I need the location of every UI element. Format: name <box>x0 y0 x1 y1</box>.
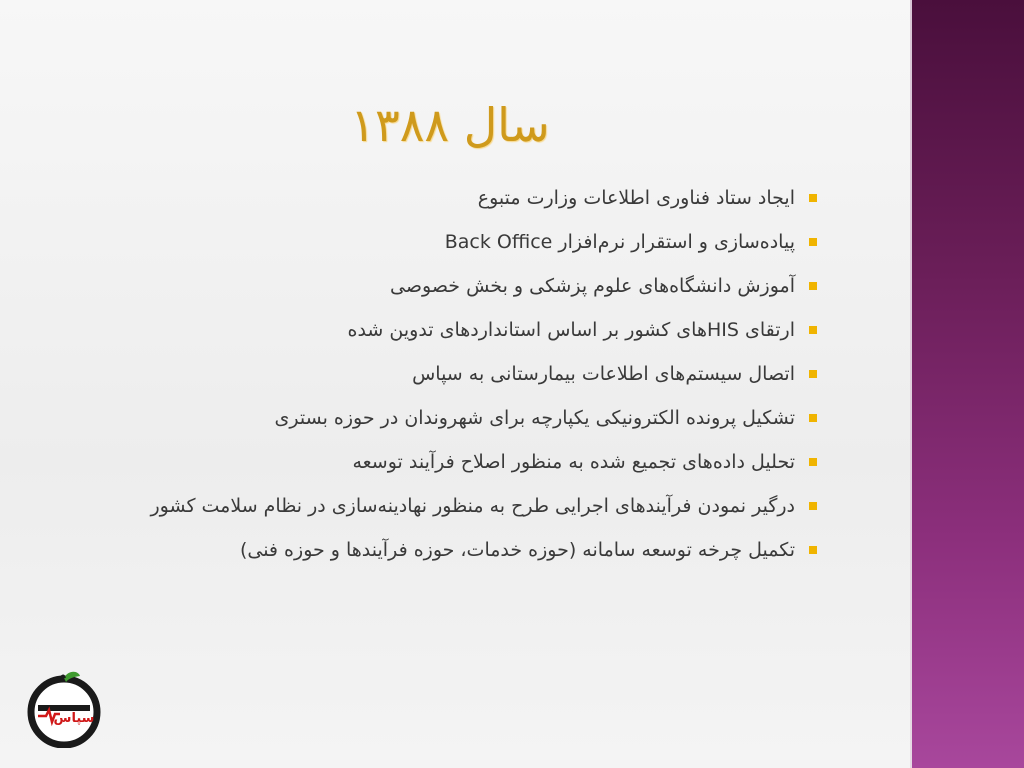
bullet-square-icon <box>809 546 817 554</box>
bullet-list <box>80 182 825 566</box>
bullet-text: ارتقای HISهای کشور بر اساس استانداردهای تدوین شده <box>347 319 795 341</box>
bullet-text: تحلیل داده‌های تجمیع شده به منظور اصلاح فرآیند توسعه <box>352 451 795 473</box>
bullet-text: ایجاد ستاد فناوری اطلاعات وزارت متبوع <box>477 187 795 209</box>
bullet-text: پیاده‌سازی و استقرار نرم‌افزار Back Office <box>444 231 795 253</box>
bullet-item <box>80 446 825 478</box>
bullet-square-icon <box>809 414 817 422</box>
svg-text:سپاس: سپاس <box>53 711 95 726</box>
bullet-item <box>80 226 825 258</box>
bullet-square-icon <box>809 458 817 466</box>
bullet-item <box>80 314 825 346</box>
slide-title: سال ۱۳۸۸ <box>350 98 550 152</box>
side-decoration-band <box>912 0 1024 768</box>
bullet-square-icon <box>809 326 817 334</box>
bullet-text: تکمیل چرخه توسعه سامانه (حوزه خدمات، حوزه فرآیندها و حوزه فنی) <box>239 539 795 561</box>
bullet-item <box>80 534 825 566</box>
sepas-logo-icon <box>24 668 104 748</box>
bullet-item <box>80 270 825 302</box>
bullet-square-icon <box>809 370 817 378</box>
bullet-item <box>80 402 825 434</box>
bullet-text: تشکیل پرونده الکترونیکی یکپارچه برای شهروندان در حوزه بستری <box>274 407 795 429</box>
bullet-square-icon <box>809 282 817 290</box>
bullet-item <box>80 490 825 522</box>
bullet-list-container <box>80 182 825 578</box>
bullet-square-icon <box>809 238 817 246</box>
bullet-text: اتصال سیستم‌های اطلاعات بیمارستانی به سپاس <box>412 363 795 385</box>
bullet-square-icon <box>809 194 817 202</box>
bullet-text: آموزش دانشگاه‌های علوم پزشکی و بخش خصوصی <box>390 275 795 297</box>
bullet-text: درگیر نمودن فرآیندهای اجرایی طرح به منظور نهادینه‌سازی در نظام سلامت کشور <box>150 495 795 517</box>
bullet-item <box>80 182 825 214</box>
bullet-item <box>80 358 825 390</box>
bullet-square-icon <box>809 502 817 510</box>
